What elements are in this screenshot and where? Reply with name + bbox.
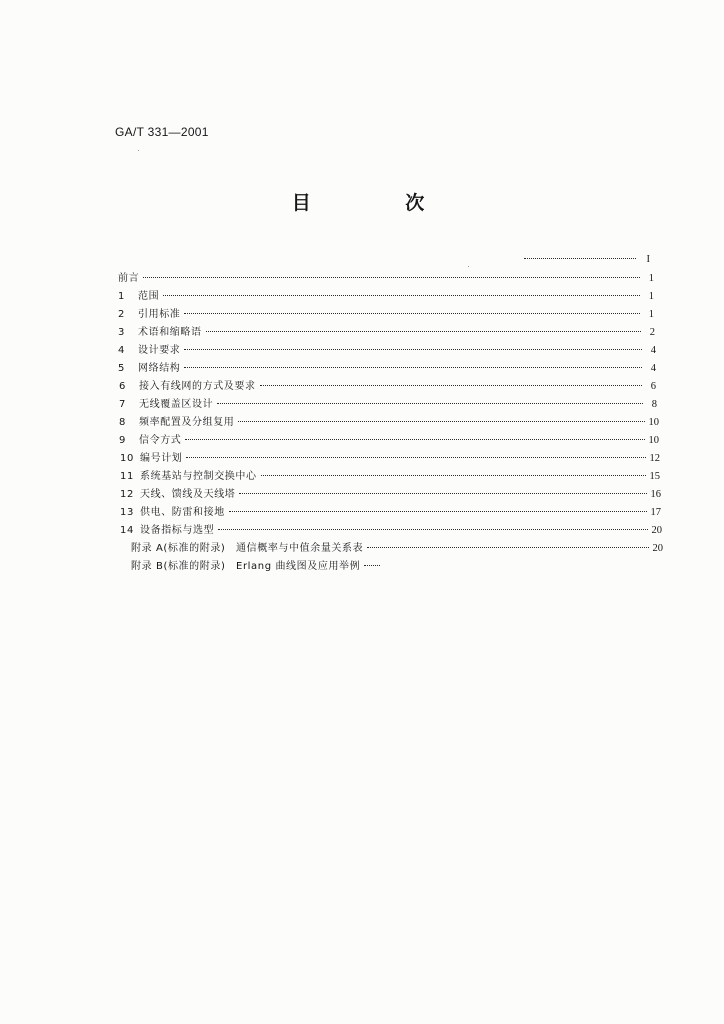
toc-entry-number: 8 [119, 417, 126, 428]
toc-leader-dots [143, 277, 640, 278]
toc-entry-label: 附录 A(标准的附录) 通信概率与中值余量关系表 [131, 543, 364, 554]
toc-leader-dots [260, 385, 642, 386]
toc-entry-number: 12 [120, 489, 134, 500]
toc-leader-dots [229, 511, 647, 512]
toc-entry-appendix-a[interactable] [131, 539, 663, 557]
toc-entry-number: 10 [120, 453, 134, 464]
toc-page-number: 6 [650, 381, 656, 392]
toc-entry-number: 7 [119, 399, 126, 410]
toc-entry-number: 4 [118, 345, 125, 356]
toc-entry-11[interactable] [120, 467, 660, 485]
toc-leader-dots [163, 295, 640, 296]
toc-entry-label: 系统基站与控制交换中心 [140, 471, 257, 482]
toc-page-number: 10 [648, 417, 659, 428]
toc-page-number: 2 [649, 327, 655, 338]
toc-leader-dots [239, 493, 646, 494]
toc-page-number: 15 [649, 471, 660, 482]
toc-entry-8[interactable] [119, 413, 659, 431]
toc-leader-dots [364, 565, 380, 566]
toc-entry-label: 无线覆盖区设计 [139, 399, 214, 410]
toc-entry-1[interactable] [118, 287, 654, 305]
toc-leader-dots [206, 331, 641, 332]
toc-leader-dots [184, 313, 640, 314]
toc-page-number: 10 [648, 435, 659, 446]
toc-leader-dots [238, 421, 644, 422]
toc-entry-label: 范围 [138, 291, 160, 302]
toc-entry-label: 术语和缩略语 [138, 327, 202, 338]
toc-entry-3[interactable] [118, 323, 655, 341]
toc-entry-5[interactable] [118, 359, 656, 377]
toc-page-number: 4 [650, 363, 656, 374]
toc-entry-label: 设备指标与选型 [140, 525, 215, 536]
toc-page-number: 8 [651, 399, 657, 410]
toc-entry-13[interactable] [120, 503, 661, 521]
toc-entry-label: 网络结构 [138, 363, 181, 374]
toc-entry-4[interactable] [118, 341, 656, 359]
toc-entry-label: 前言 [118, 273, 140, 284]
toc-entry-preface[interactable] [118, 269, 654, 287]
toc-page-number: 20 [652, 543, 663, 554]
standard-code: GA/T 331—2001 [115, 125, 209, 139]
toc-leader-dots [524, 258, 636, 259]
toc-entry-label: 信令方式 [139, 435, 182, 446]
toc-leader-dots [367, 547, 648, 548]
toc-entry-number: 2 [118, 309, 125, 320]
toc-leader-dots [186, 457, 645, 458]
toc-page-number: 16 [650, 489, 661, 500]
toc-entry-number: 6 [119, 381, 126, 392]
toc-entry-number: 14 [120, 525, 134, 536]
scan-speck [468, 266, 469, 267]
toc-entry-label: 编号计划 [140, 453, 183, 464]
toc-leader-dots [184, 349, 642, 350]
toc-entry-number: 13 [120, 507, 134, 518]
toc-entry-label: 供电、防雷和接地 [140, 507, 225, 518]
toc-entry-number: 1 [118, 291, 125, 302]
toc-entry-label: 接入有线网的方式及要求 [139, 381, 256, 392]
toc-entry-number: 9 [119, 435, 126, 446]
toc-page-number: 12 [649, 453, 660, 464]
toc-leader-dots [218, 529, 647, 530]
toc-page-number: 4 [650, 345, 656, 356]
toc-entry-appendix-b[interactable] [131, 557, 663, 575]
toc-leader-dots [217, 403, 643, 404]
page-title: 目 次 [291, 192, 469, 214]
toc-entry-2[interactable] [118, 305, 654, 323]
toc-entry-10[interactable] [120, 449, 660, 467]
toc-page-number: 17 [650, 507, 661, 518]
toc-page-number: 1 [648, 309, 654, 320]
toc-page-number: 1 [648, 291, 654, 302]
toc-entry-6[interactable] [119, 377, 656, 395]
toc-entry-14[interactable] [120, 521, 662, 539]
toc-entry-12[interactable] [120, 485, 661, 503]
toc-entry-label: 附录 B(标准的附录) Erlang 曲线图及应用举例 [131, 561, 361, 572]
toc-entry-label: 引用标准 [138, 309, 181, 320]
toc-entry-label: 设计要求 [138, 345, 181, 356]
toc-leader-dots [261, 475, 646, 476]
toc-page-number: I [646, 254, 650, 265]
toc-leader-dots [184, 367, 642, 368]
toc-page-number: 1 [648, 273, 654, 284]
toc-entry-9[interactable] [119, 431, 659, 449]
toc-leader-dots [185, 439, 644, 440]
toc-entry-number: 11 [120, 471, 134, 482]
toc-entry-label: 天线、馈线及天线塔 [140, 489, 236, 500]
toc-entry-number: 5 [118, 363, 125, 374]
toc-entry-7[interactable] [119, 395, 657, 413]
scan-speck [138, 150, 139, 151]
toc-entry-label: 频率配置及分组复用 [139, 417, 235, 428]
toc-page-number: 20 [651, 525, 662, 536]
toc-entry-number: 3 [118, 327, 125, 338]
